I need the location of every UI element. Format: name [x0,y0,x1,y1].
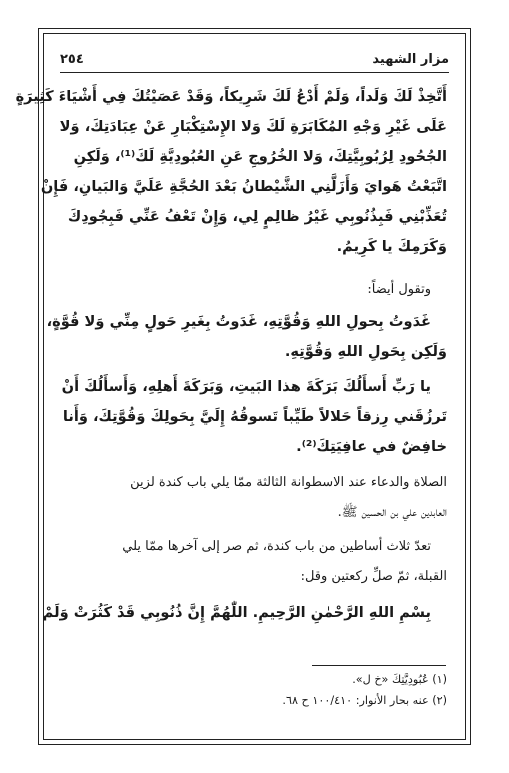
section-heading [62,468,447,528]
text-line: وَكَرَمِكَ يا كَرِيمُ. [336,238,447,255]
prayer-block-4 [42,598,447,628]
prayer-block-1 [15,82,447,262]
prayer-block-2 [46,307,447,367]
text-line: غَدَوتُ بِحولِ اللهِ وَقُوَّتِهِ، غَدَوتُ بِغَيرِ حَولٍ مِنِّي وَلا قُوَّةٍ، [46,313,431,330]
text-line: أَتَّخِذْ لَكَ وَلَداً، وَلَمْ أَدْعُ لَكَ شَرِيكاً، وَقَدْ عَصَيْتُكَ فِي أَشْيَاءَ كَثِيرَةٍ [15,88,447,105]
text-line: بِسْمِ اللهِ الرَّحْمٰنِ الرَّحِيمِ. اللّٰهُمَّ إِنَّ ذُنُوبِي قَدْ كَثُرَتْ وَلَمْ [42,604,431,621]
instruction-block [62,532,447,592]
text-line: عَلَى غَيْرِ وَجْهِ المُكَابَرَةِ لَكَ وَلا الإِسْتِكْبَارِ عَنْ عِبَادَتِكَ، وَلا [59,118,447,135]
text-line: القبلة، ثمّ صلِّ ركعتين وقل: [300,569,447,584]
text-line: وَلَكِن بِحَولِ اللهِ وَقُوَّتِهِ. [284,343,447,360]
text-line: العابدين علي بن الحسين ﷺ. [337,505,447,520]
text-line: تعدّ ثلاث أساطين من باب كندة، ثم صر إلى آخرها ممّا يلي [122,539,431,554]
footnote-1: (١) عُبُودِيَّتِكَ «خ ل». [352,673,447,686]
footnote-2: (٢) عنه بحار الأنوار: ١٠٠/٤١٠ ح ٦٨. [282,694,447,707]
running-title: مزار الشهيد [372,52,449,67]
page-number: ٢٥٤ [60,52,84,67]
text-line: وتقول أيضاً: [367,282,431,297]
text-line: خافِضٌ في عافِيَتِكَ⁽²⁾. [296,438,447,455]
text-line: تَرزُقَني رِزقاً حَلالاً طَيِّباً تَسوقُهُ إِلَيَّ بِحَولِكَ وَقُوَّتِكَ، وَأَنا [62,408,447,425]
text-line: يا رَبِّ أَسأَلُكَ بَرَكَةَ هذا البَيتِ، وَبَرَكَةَ أَهلِهِ، وَأَسأَلُكَ أَنْ [61,378,431,395]
text-line: اتَّبَعْتُ هَوايَ وَأَزَلَّنِي الشَّيْطانُ بَعْدَ الحُجَّةِ عَلَيَّ وَالبَيانِ، فَإِنْ [40,178,447,195]
text-line: الجُحُودِ لِرُبُوبِيَّتِكَ، وَلا الخُرُوجِ عَنِ العُبُودِيَّةِ لَكَ⁽¹⁾، وَلَكِنِ [73,148,447,165]
text-line: تُعَذِّبْنِي فَبِذُنُوبِي غَيْرُ ظالِمٍ لِي، وَإِنْ تَعْفُ عَنِّي فَبِجُودِكَ [67,208,447,225]
text-line: الصلاة والدعاء عند الاسطوانة الثالثة ممّا يلي باب كندة لزين [130,475,447,490]
instruction-line [62,275,447,305]
prayer-block-3 [62,372,447,462]
page-header [60,50,449,73]
footnote-separator [312,665,446,666]
